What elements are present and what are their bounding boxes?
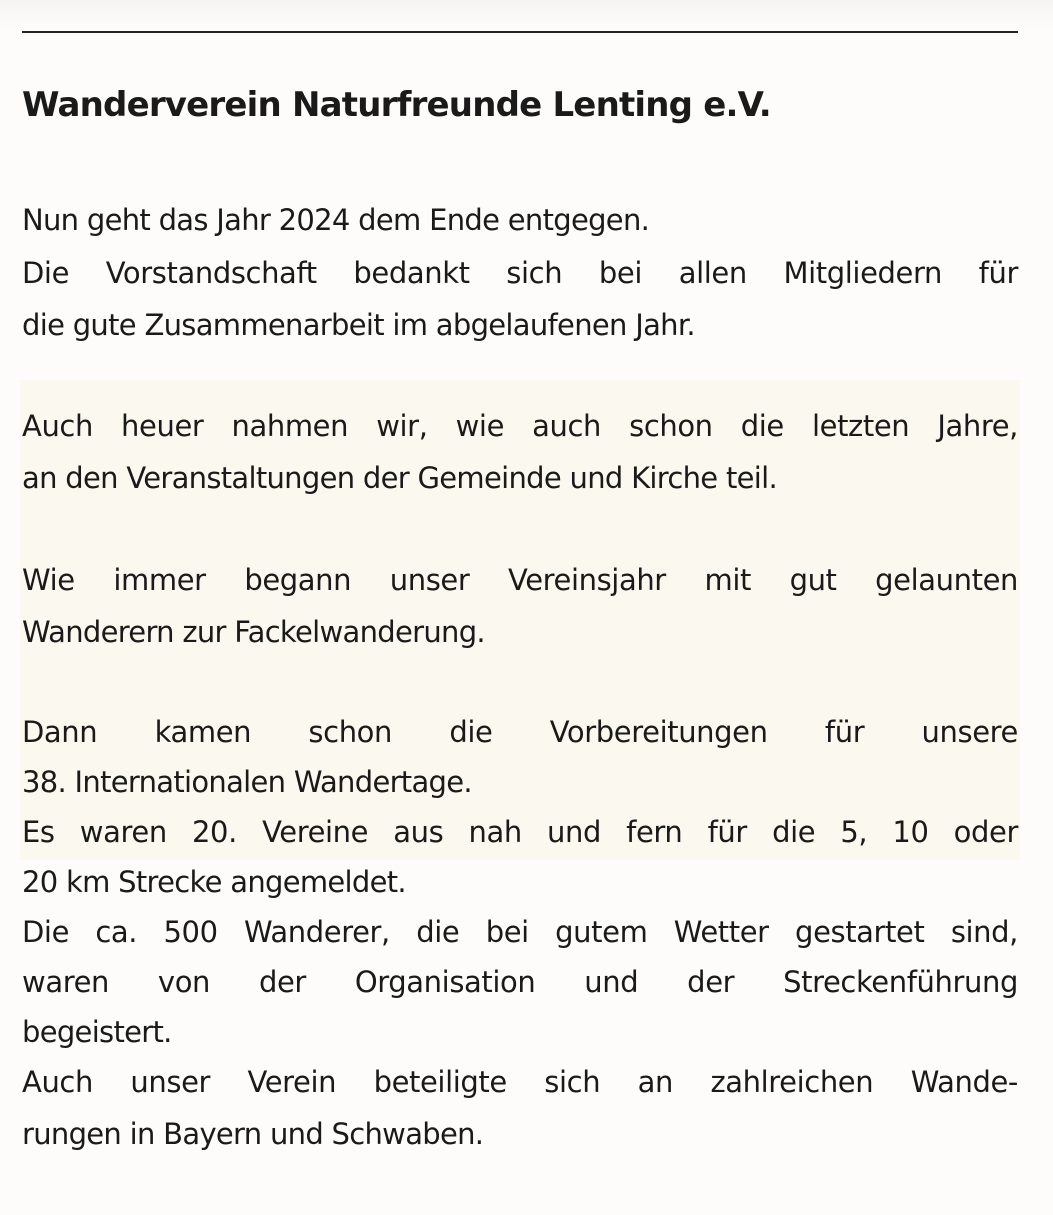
paragraph-line: Es waren 20. Vereine aus nah und fern für die 5, 10 oder [22,815,1018,849]
paragraph-line: 20 km Strecke angemeldet. [22,865,406,899]
top-bleed-strip [0,0,1053,30]
paragraph-line: an den Veranstaltungen der Gemeinde und Kirche teil. [22,461,777,495]
top-rule [22,31,1018,33]
paragraph-line: waren von der Organisation und der Streckenführung [22,965,1018,999]
article-title: Wanderverein Naturfreunde Lenting e.V. [22,85,771,125]
paragraph-line: 38. Internationalen Wandertage. [22,765,472,799]
paragraph-line: Wanderern zur Fackelwanderung. [22,615,485,649]
paragraph-line: begeistert. [22,1015,172,1049]
paragraph-line: Nun geht das Jahr 2024 dem Ende entgegen. [22,203,650,237]
paragraph-line: Dann kamen schon die Vorbereitungen für unsere [22,715,1018,749]
paragraph-line: die gute Zusammenarbeit im abgelaufenen Jahr. [22,308,695,342]
paragraph-line: Auch heuer nahmen wir, wie auch schon die letzten Jahre, [22,409,1018,443]
paragraph-line: Die ca. 500 Wanderer, die bei gutem Wetter gestartet sind, [22,915,1018,949]
paragraph-line: rungen in Bayern und Schwaben. [22,1117,484,1151]
paragraph-line: Wie immer begann unser Vereinsjahr mit gut gelaunten [22,563,1018,597]
paragraph-line: Auch unser Verein beteiligte sich an zahlreichen Wande- [22,1065,1018,1099]
paragraph-line: Die Vorstandschaft bedankt sich bei allen Mitgliedern für [22,256,1018,290]
